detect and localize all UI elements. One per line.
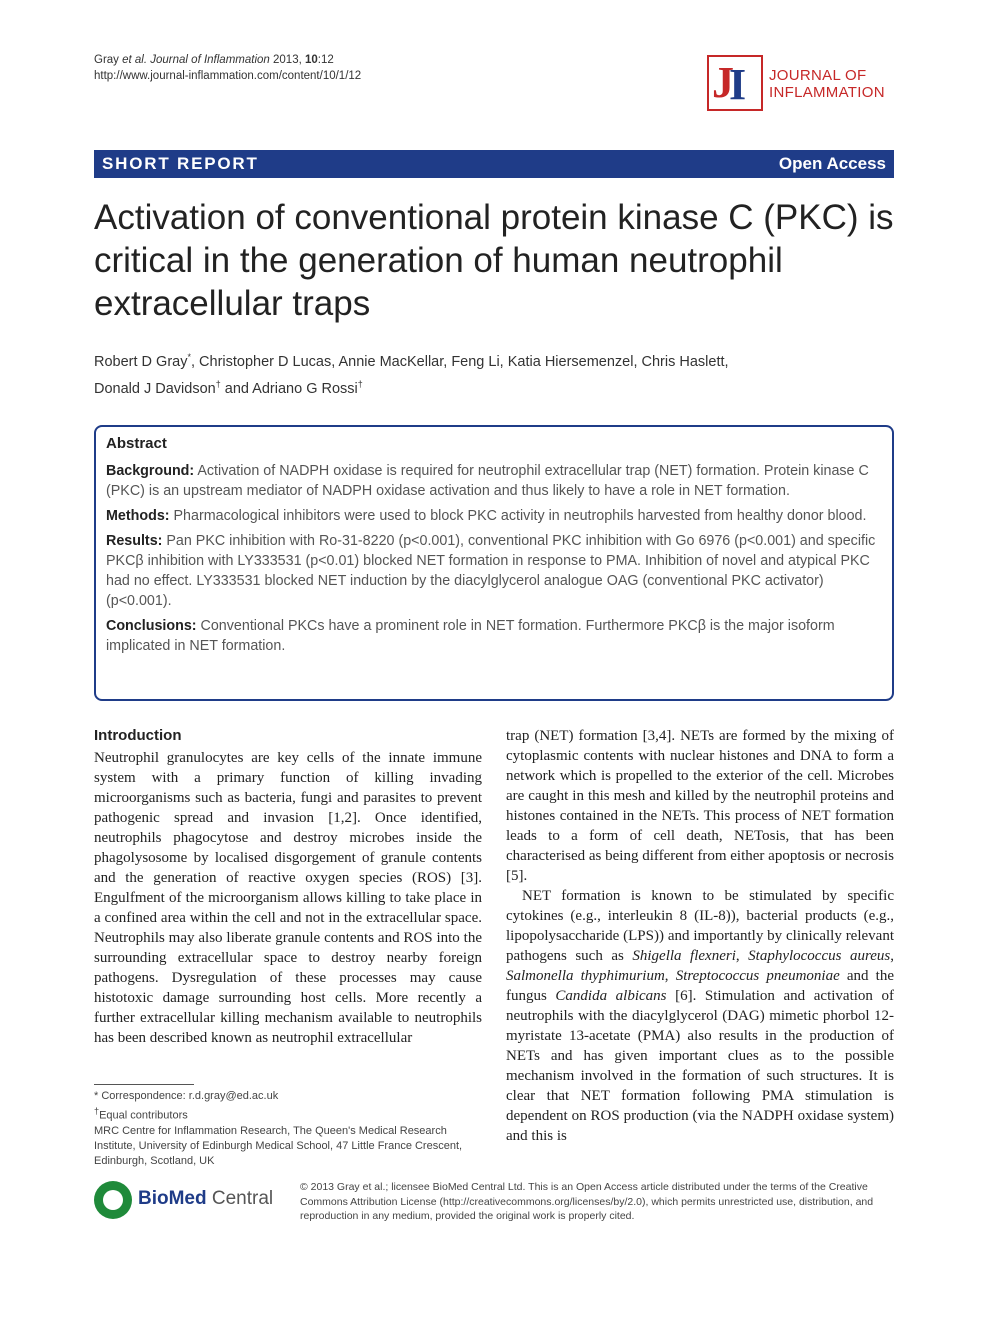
author-list: Robert D Gray*, Christopher D Lucas, Annie MacKellar, Feng Li, Katia Hiersemenzel, Chris Haslett, Donald J Davidson† and Adriano G Rossi† bbox=[94, 352, 729, 397]
article-type: SHORT REPORT bbox=[102, 154, 259, 173]
abstract-heading: Abstract bbox=[106, 435, 167, 452]
article-url[interactable]: http://www.journal-inflammation.com/content/10/1/12 bbox=[94, 70, 362, 82]
intro-paragraph-3: NET formation is known to be stimulated by specific cytokines (e.g., interleukin 8 (IL-8)), bacterial products (e.g., lipopolysaccharide (LPS)) and importantly by clinically relevant pathogens such as Shigella flexneri, Staphylococcus aureus, Salmonella thyphimurium, Streptococcus pneumoniae and the fungus Candida albicans [6]. Stimulation and activation of neutrophils with the diacylglycerol (DAG) mimetic phorbol 12-myristate 13-acetate (PMA) also results in the production of NETs and has given important clues as to the possible mechanism involved in the formation of such structures. It is clear that NET formation following PMA stimulation is dependent on ROS production (via the NADPH oxidase system) and this is bbox=[506, 888, 895, 1144]
article-type-banner bbox=[94, 150, 894, 178]
footnote-divider bbox=[94, 1084, 194, 1085]
abstract-methods: Methods: Pharmacological inhibitors were used to block PKC activity in neutrophils harvested from healthy donor blood. bbox=[106, 508, 867, 524]
license-text: © 2013 Gray et al.; licensee BioMed Central Ltd. This is an Open Access article distributed under the terms of the Creative Commons Attribution License (http://creativecommons.org/licenses/by/2.0), which permits unrestricted use, distribution, and reproduction in any medium, provided the original work is properly cited. bbox=[300, 1181, 874, 1222]
affiliation: MRC Centre for Inflammation Research, The Queen's Medical Research Institute, University of Edinburgh Medical School, 47 Little France Crescent, Edinburgh, Scotland, UK bbox=[94, 1124, 463, 1167]
journal-logo bbox=[707, 55, 897, 111]
journal-logo-text: JOURNAL OF INFLAMMATION bbox=[769, 67, 885, 101]
correspondence[interactable]: * Correspondence: r.d.gray@ed.ac.uk bbox=[94, 1090, 279, 1102]
abstract-results: Results: Pan PKC inhibition with Ro-31-8220 (p<0.001), conventional PKC inhibition with Go 6976 (p<0.001) and specific PKCβ inhibition with LY333531 (p<0.01) blocked NET formation in response to PMA. Inhibition of novel and atypical PKC had no effect. LY333531 blocked NET induction by the diacylglycerol analogue OAG (conventional PKC activator) (p<0.001). bbox=[106, 533, 876, 609]
abstract-box bbox=[94, 425, 894, 701]
equal-contributors: †Equal contributors bbox=[94, 1106, 188, 1122]
body-left-column bbox=[94, 726, 482, 1048]
open-access-label: Open Access bbox=[778, 154, 886, 173]
intro-paragraph-1: Neutrophil granulocytes are key cells of the innate immune system with a primary function of killing invading microorganisms such as bacteria, fungi and parasites to prevent pathogenic spread and invasion [1,2]. Once identified, neutrophils phagocytose and destroy microbes inside the phagolysosome by localised disgorgement of granule contents and the generation of reactive oxygen species (ROS) [3]. Engulfment of the microorganism allows killing to take place in a confined area within the cell and not in the extracellular space. Neutrophils may also liberate granule contents and ROS into the surrounding extracellular space to destroy nearby foreign pathogens. Dysregulation of these processes may cause histotoxic damage surrounding host cells. More recently a further extracellular killing mechanism available to neutrophils has been described known as neutrophil extracellular bbox=[94, 750, 482, 1046]
section-heading-introduction: Introduction bbox=[94, 727, 182, 744]
biomed-central-logo: BioMed Central bbox=[94, 1180, 284, 1220]
body-right-column bbox=[506, 726, 894, 1146]
article-title: Activation of conventional protein kinase C (PKC) is critical in the generation of human neutrophil extracellular traps bbox=[94, 198, 894, 323]
journal-logo-icon: J I bbox=[707, 55, 763, 111]
intro-paragraph-2: trap (NET) formation [3,4]. NETs are formed by the mixing of cytoplasmic contents with nuclear histones and DNA to form a network which is propelled to the exterior of the cell. Microbes are caught in this mesh and killed by the neutrophil proteins and histones contained in the NETs. This process of NET formation leads to a form of cell death, NETosis, that has been characterised as being different from either apoptosis or necrosis [5]. bbox=[506, 728, 894, 884]
citation: Gray et al. Journal of Inflammation 2013, 10:12 http://www.journal-inflammation.com/content/10/1/12 bbox=[94, 54, 362, 82]
biomed-central-icon bbox=[94, 1181, 132, 1219]
abstract-background: Background: Activation of NADPH oxidase is required for neutrophil extracellular trap (NET) formation. Protein kinase C (PKC) is an upstream mediator of NADPH oxidase activation and thus likely to have a role in NET formation. bbox=[106, 463, 869, 499]
footnotes bbox=[94, 1089, 482, 1169]
abstract-conclusions: Conclusions: Conventional PKCs have a prominent role in NET formation. Furthermore PKCβ is the major isoform implicated in NET formation. bbox=[106, 618, 835, 654]
